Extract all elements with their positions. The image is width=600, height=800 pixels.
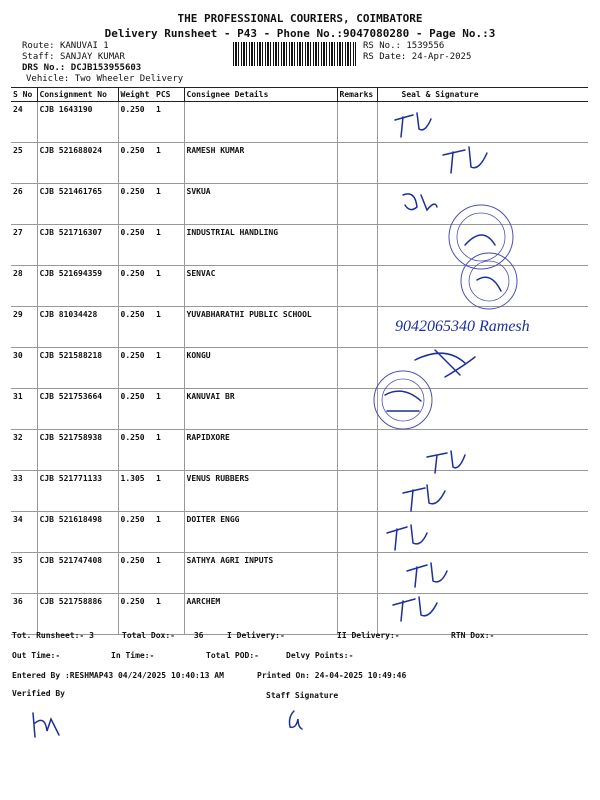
signature-tu-icon <box>387 525 427 550</box>
weight-cell: 0.250 <box>118 430 154 471</box>
rs-no-line <box>363 41 444 51</box>
weight-cell: 0.250 <box>118 348 154 389</box>
consignee-cell <box>184 102 337 143</box>
in-time: In Time:- <box>111 651 155 660</box>
consignee-cell: SVKUA <box>184 184 337 225</box>
staff-value: SANJAY KUMAR <box>59 52 125 62</box>
consignee-cell: KONGU <box>184 348 337 389</box>
pcs-cell: 1 <box>154 471 184 512</box>
signature-scribble-icon <box>415 350 475 377</box>
totals-dox <box>122 631 203 640</box>
vehicle-line <box>26 74 183 84</box>
col-header-consignee: Consignee Details <box>184 88 337 102</box>
rs-date-line <box>363 52 471 62</box>
sno-cell: 30 <box>11 348 37 389</box>
consignment-no-cell: CJB 521758886 <box>37 594 118 635</box>
verifier-signature-icon <box>25 705 65 745</box>
consignee-cell: YUVABHARATHI PUBLIC SCHOOL <box>184 307 337 348</box>
verified-by: Verified By <box>12 689 65 698</box>
totals-runsheet-value: 3 <box>89 631 94 640</box>
sno-cell: 35 <box>11 553 37 594</box>
staff-line <box>22 52 125 62</box>
col-header-weight: Weight <box>118 88 154 102</box>
delvy-points: Delvy Points:- <box>286 651 354 660</box>
staff-label: Staff: <box>22 52 55 62</box>
sno-cell: 31 <box>11 389 37 430</box>
totals-rtn-dox: RTN Dox:- <box>451 631 495 640</box>
sno-cell: 26 <box>11 184 37 225</box>
sno-cell: 29 <box>11 307 37 348</box>
consignee-cell: INDUSTRIAL HANDLING <box>184 225 337 266</box>
route-label: Route: <box>22 41 55 51</box>
pcs-cell: 1 <box>154 512 184 553</box>
weight-cell: 0.250 <box>118 389 154 430</box>
consignee-cell: DOITER ENGG <box>184 512 337 553</box>
drs-label: DRS No.: <box>22 63 66 73</box>
sno-cell: 36 <box>11 594 37 635</box>
handwritten-phone-note: 9042065340 Ramesh <box>395 318 530 335</box>
consignment-no-cell: CJB 1643190 <box>37 102 118 143</box>
totals-ii-delivery: II Delivery:- <box>337 631 400 640</box>
barcode <box>233 42 356 66</box>
pcs-cell: 1 <box>154 389 184 430</box>
consignment-no-cell: CJB 521716307 <box>37 225 118 266</box>
drs-line <box>22 63 141 73</box>
consignment-no-cell: CJB 521758938 <box>37 430 118 471</box>
totals-i-delivery: I Delivery:- <box>227 631 285 640</box>
consignment-no-cell: CJB 521461765 <box>37 184 118 225</box>
sno-cell: 32 <box>11 430 37 471</box>
sno-cell: 25 <box>11 143 37 184</box>
route-line <box>22 41 109 51</box>
staff-signature-label: Staff Signature <box>266 691 339 700</box>
sno-cell: 34 <box>11 512 37 553</box>
consignment-no-cell: CJB 521771133 <box>37 471 118 512</box>
rs-no-label: RS No.: <box>363 41 401 51</box>
weight-cell: 0.250 <box>118 553 154 594</box>
staff-signature-icon <box>278 705 308 735</box>
pcs-cell: 1 <box>154 102 184 143</box>
signature-tu-icon <box>393 597 437 621</box>
vehicle-value: Two Wheeler Delivery <box>74 74 184 84</box>
drs-value: DCJB153955603 <box>70 63 142 73</box>
consignment-no-cell: CJB 521694359 <box>37 266 118 307</box>
consignment-no-cell: CJB 81034428 <box>37 307 118 348</box>
consignment-no-cell: CJB 521747408 <box>37 553 118 594</box>
signature-tu-icon <box>403 485 445 511</box>
sno-cell: 27 <box>11 225 37 266</box>
consignee-cell: SENVAC <box>184 266 337 307</box>
weight-cell: 0.250 <box>118 143 154 184</box>
weight-cell: 0.250 <box>118 594 154 635</box>
pcs-cell: 1 <box>154 184 184 225</box>
printed-on: Printed On: 24-04-2025 10:49:46 <box>257 671 407 680</box>
consignee-cell: VENUS RUBBERS <box>184 471 337 512</box>
company-seal-stamp-icon <box>374 371 432 429</box>
consignment-no-cell: CJB 521688024 <box>37 143 118 184</box>
pcs-cell: 1 <box>154 307 184 348</box>
pcs-cell: 1 <box>154 430 184 471</box>
signatures-overlay <box>365 95 595 635</box>
signature-tu-icon <box>427 451 465 473</box>
signature-tu-icon <box>443 147 487 173</box>
col-header-consignment: Consignment No <box>37 88 118 102</box>
vehicle-label: Vehicle: <box>26 74 70 84</box>
totals-runsheet-label: Tot. Runsheet:- <box>12 631 85 640</box>
rs-date-label: RS Date: <box>363 52 407 62</box>
totals-runsheet <box>12 631 94 640</box>
sno-cell: 33 <box>11 471 37 512</box>
pcs-cell: 1 <box>154 594 184 635</box>
weight-cell: 0.250 <box>118 225 154 266</box>
consignment-no-cell: CJB 521618498 <box>37 512 118 553</box>
runsheet-subtitle: Delivery Runsheet - P43 - Phone No.:9047080280 - Page No.:3 <box>104 27 496 40</box>
consignee-cell: KANUVAI BR <box>184 389 337 430</box>
weight-cell: 0.250 <box>118 184 154 225</box>
pcs-cell: 1 <box>154 348 184 389</box>
weight-cell: 0.250 <box>118 102 154 143</box>
route-value: KANUVAI 1 <box>59 41 109 51</box>
rs-date-value: 24-Apr-2025 <box>411 52 472 62</box>
weight-cell: 0.250 <box>118 307 154 348</box>
total-pod: Total POD:- <box>206 651 259 660</box>
sno-cell: 24 <box>11 102 37 143</box>
pcs-cell: 1 <box>154 225 184 266</box>
col-header-sno: S No <box>11 88 37 102</box>
company-title: THE PROFESSIONAL COURIERS, COIMBATORE <box>177 12 423 25</box>
pcs-cell: 1 <box>154 553 184 594</box>
consignment-no-cell: CJB 521753664 <box>37 389 118 430</box>
company-seal-stamp-icon <box>449 205 517 309</box>
weight-cell: 0.250 <box>118 266 154 307</box>
consignee-cell: RAMESH KUMAR <box>184 143 337 184</box>
consignee-cell: SATHYA AGRI INPUTS <box>184 553 337 594</box>
col-header-remarks: Remarks <box>337 88 377 102</box>
signature-tu-icon <box>407 563 447 587</box>
pcs-cell: 1 <box>154 143 184 184</box>
rs-no-value: 1539556 <box>406 41 445 51</box>
col-header-pcs: PCS <box>154 88 184 102</box>
totals-dox-label: Total Dox:- <box>122 631 175 640</box>
totals-dox-value: 36 <box>193 631 204 640</box>
consignment-no-cell: CJB 521588218 <box>37 348 118 389</box>
entered-by: Entered By :RESHMAP43 04/24/2025 10:40:13 AM <box>12 671 224 680</box>
out-time: Out Time:- <box>12 651 61 660</box>
weight-cell: 1.305 <box>118 471 154 512</box>
signature-scribble-icon <box>403 194 437 210</box>
pcs-cell: 1 <box>154 266 184 307</box>
sno-cell: 28 <box>11 266 37 307</box>
col-header-seal-signature: Seal & Signature <box>377 88 588 102</box>
consignee-cell: RAPIDXORE <box>184 430 337 471</box>
weight-cell: 0.250 <box>118 512 154 553</box>
consignee-cell: AARCHEM <box>184 594 337 635</box>
signature-tu-icon <box>395 113 431 137</box>
